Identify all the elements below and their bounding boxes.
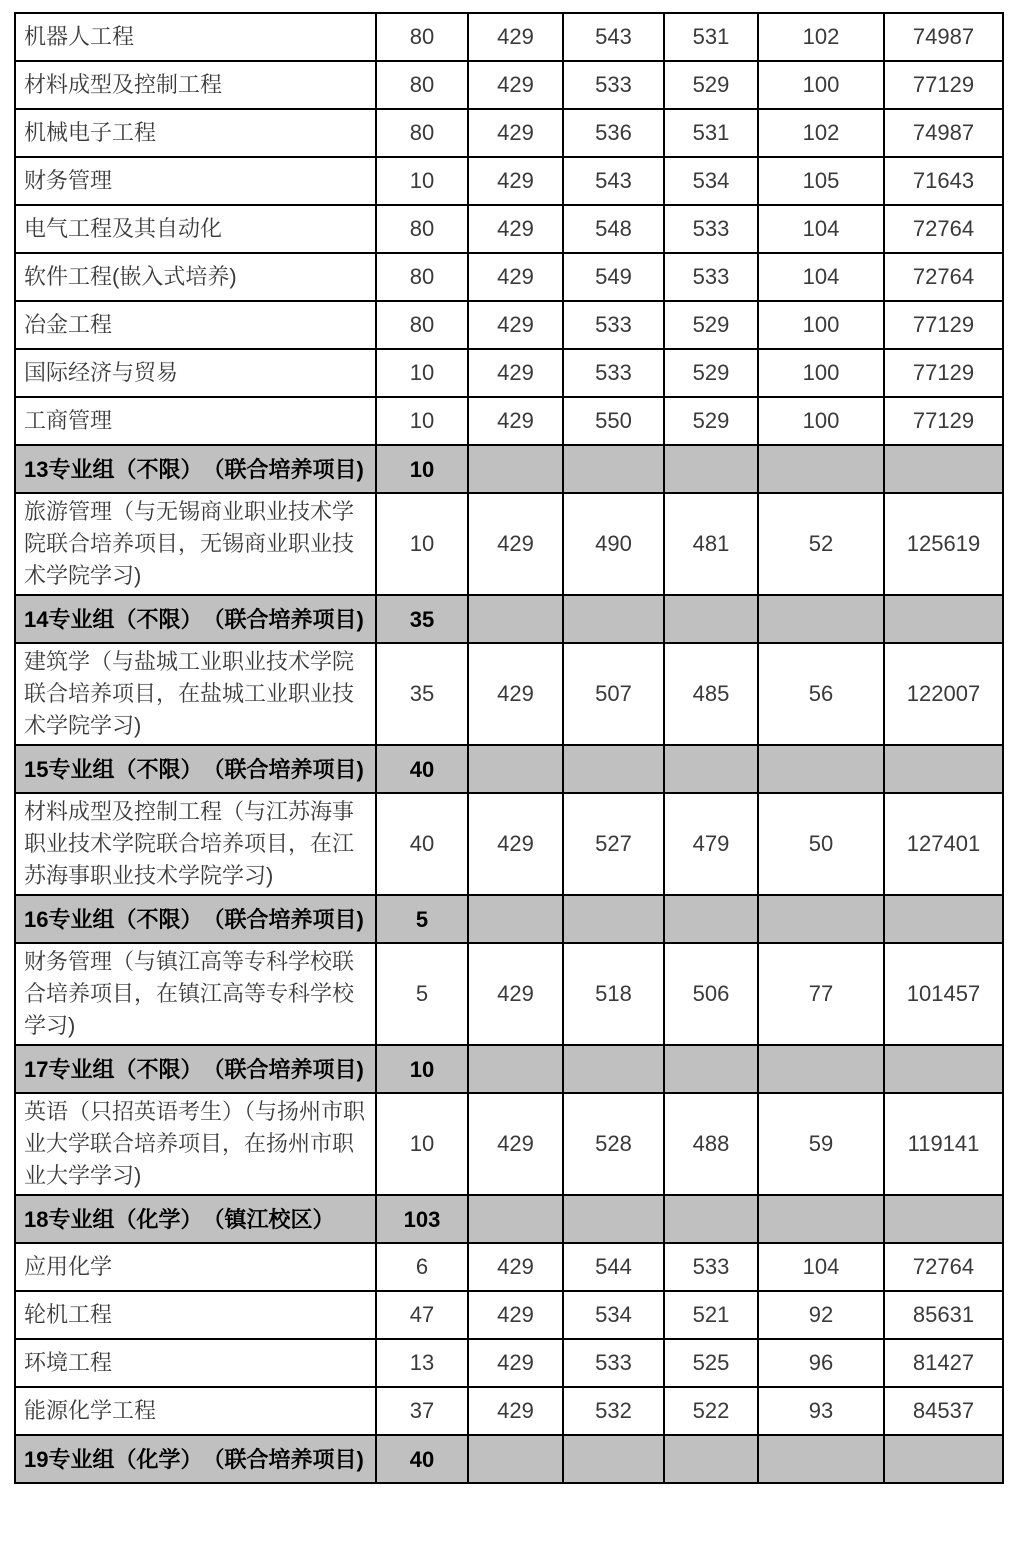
value-cell: 80 — [376, 301, 468, 349]
value-cell — [758, 895, 884, 943]
major-name-cell: 机械电子工程 — [15, 109, 376, 157]
value-cell: 5 — [376, 895, 468, 943]
value-cell: 549 — [563, 253, 664, 301]
group-header-row — [15, 595, 1003, 643]
value-cell: 429 — [468, 109, 563, 157]
group-header-row — [15, 1045, 1003, 1093]
major-name-cell: 软件工程(嵌入式培养) — [15, 253, 376, 301]
value-cell: 10 — [376, 493, 468, 595]
table-row — [15, 301, 1003, 349]
value-cell: 531 — [664, 13, 758, 61]
value-cell: 534 — [563, 1291, 664, 1339]
value-cell: 429 — [468, 643, 563, 745]
value-cell: 72764 — [884, 253, 1003, 301]
value-cell: 532 — [563, 1387, 664, 1435]
value-cell: 102 — [758, 13, 884, 61]
value-cell: 429 — [468, 13, 563, 61]
value-cell: 77129 — [884, 397, 1003, 445]
value-cell: 80 — [376, 61, 468, 109]
value-cell: 35 — [376, 595, 468, 643]
value-cell — [664, 1045, 758, 1093]
value-cell — [884, 745, 1003, 793]
value-cell: 10 — [376, 349, 468, 397]
table-row — [15, 157, 1003, 205]
value-cell: 481 — [664, 493, 758, 595]
table-row — [15, 643, 1003, 745]
value-cell: 531 — [664, 109, 758, 157]
value-cell — [468, 895, 563, 943]
major-name-cell: 机器人工程 — [15, 13, 376, 61]
value-cell: 533 — [664, 205, 758, 253]
value-cell: 544 — [563, 1243, 664, 1291]
value-cell — [884, 445, 1003, 493]
major-name-cell: 18专业组（化学） （镇江校区） — [15, 1195, 376, 1243]
value-cell: 127401 — [884, 793, 1003, 895]
score-table-body — [15, 13, 1003, 1483]
value-cell: 77 — [758, 943, 884, 1045]
major-name-cell: 能源化学工程 — [15, 1387, 376, 1435]
major-name-cell: 英语（只招英语考生）（与扬州市职业大学联合培养项目，在扬州市职业大学学习) — [15, 1093, 376, 1195]
table-row — [15, 253, 1003, 301]
value-cell: 10 — [376, 397, 468, 445]
table-row — [15, 61, 1003, 109]
value-cell — [563, 1435, 664, 1483]
table-row — [15, 397, 1003, 445]
group-header-row — [15, 1435, 1003, 1483]
value-cell: 125619 — [884, 493, 1003, 595]
value-cell: 84537 — [884, 1387, 1003, 1435]
value-cell: 10 — [376, 1093, 468, 1195]
value-cell — [884, 895, 1003, 943]
value-cell — [664, 895, 758, 943]
value-cell: 71643 — [884, 157, 1003, 205]
value-cell: 429 — [468, 157, 563, 205]
value-cell: 506 — [664, 943, 758, 1045]
group-header-row — [15, 1195, 1003, 1243]
value-cell: 429 — [468, 1291, 563, 1339]
value-cell: 429 — [468, 349, 563, 397]
value-cell: 429 — [468, 943, 563, 1045]
value-cell: 529 — [664, 349, 758, 397]
value-cell: 529 — [664, 301, 758, 349]
value-cell: 529 — [664, 61, 758, 109]
value-cell: 429 — [468, 205, 563, 253]
value-cell: 52 — [758, 493, 884, 595]
value-cell: 93 — [758, 1387, 884, 1435]
value-cell — [563, 895, 664, 943]
value-cell: 100 — [758, 301, 884, 349]
major-name-cell: 冶金工程 — [15, 301, 376, 349]
value-cell: 47 — [376, 1291, 468, 1339]
value-cell — [468, 1045, 563, 1093]
value-cell: 488 — [664, 1093, 758, 1195]
table-row — [15, 13, 1003, 61]
table-row — [15, 109, 1003, 157]
value-cell: 429 — [468, 793, 563, 895]
value-cell: 103 — [376, 1195, 468, 1243]
value-cell: 490 — [563, 493, 664, 595]
value-cell: 10 — [376, 1045, 468, 1093]
value-cell: 100 — [758, 61, 884, 109]
table-row — [15, 1339, 1003, 1387]
value-cell: 40 — [376, 793, 468, 895]
major-name-cell: 旅游管理（与无锡商业职业技术学院联合培养项目，无锡商业职业技术学院学习) — [15, 493, 376, 595]
value-cell: 92 — [758, 1291, 884, 1339]
table-row — [15, 1291, 1003, 1339]
value-cell: 105 — [758, 157, 884, 205]
value-cell — [758, 595, 884, 643]
value-cell: 550 — [563, 397, 664, 445]
value-cell: 10 — [376, 157, 468, 205]
value-cell: 77129 — [884, 301, 1003, 349]
table-row — [15, 793, 1003, 895]
value-cell: 429 — [468, 61, 563, 109]
value-cell: 522 — [664, 1387, 758, 1435]
value-cell: 80 — [376, 253, 468, 301]
value-cell — [758, 445, 884, 493]
value-cell: 533 — [664, 253, 758, 301]
value-cell: 100 — [758, 349, 884, 397]
value-cell — [468, 745, 563, 793]
table-row — [15, 1387, 1003, 1435]
table-row — [15, 493, 1003, 595]
value-cell: 429 — [468, 1339, 563, 1387]
value-cell: 536 — [563, 109, 664, 157]
value-cell: 37 — [376, 1387, 468, 1435]
value-cell — [664, 1195, 758, 1243]
value-cell: 533 — [664, 1243, 758, 1291]
major-name-cell: 17专业组（不限） （联合培养项目) — [15, 1045, 376, 1093]
group-header-row — [15, 445, 1003, 493]
value-cell: 104 — [758, 253, 884, 301]
value-cell — [758, 1045, 884, 1093]
value-cell: 533 — [563, 301, 664, 349]
value-cell — [468, 1435, 563, 1483]
value-cell: 74987 — [884, 109, 1003, 157]
value-cell — [884, 1195, 1003, 1243]
value-cell: 429 — [468, 1387, 563, 1435]
value-cell: 40 — [376, 745, 468, 793]
value-cell — [884, 1045, 1003, 1093]
value-cell: 100 — [758, 397, 884, 445]
value-cell — [884, 1435, 1003, 1483]
value-cell — [884, 595, 1003, 643]
major-name-cell: 国际经济与贸易 — [15, 349, 376, 397]
value-cell — [563, 1195, 664, 1243]
major-name-cell: 19专业组（化学） （联合培养项目) — [15, 1435, 376, 1483]
value-cell: 479 — [664, 793, 758, 895]
value-cell: 5 — [376, 943, 468, 1045]
major-name-cell: 电气工程及其自动化 — [15, 205, 376, 253]
major-name-cell: 财务管理 — [15, 157, 376, 205]
value-cell: 429 — [468, 493, 563, 595]
table-row — [15, 943, 1003, 1045]
value-cell: 518 — [563, 943, 664, 1045]
value-cell: 507 — [563, 643, 664, 745]
value-cell: 429 — [468, 1093, 563, 1195]
value-cell: 72764 — [884, 1243, 1003, 1291]
value-cell: 85631 — [884, 1291, 1003, 1339]
value-cell: 429 — [468, 301, 563, 349]
major-name-cell: 财务管理（与镇江高等专科学校联合培养项目，在镇江高等专科学校学习) — [15, 943, 376, 1045]
major-name-cell: 轮机工程 — [15, 1291, 376, 1339]
value-cell: 40 — [376, 1435, 468, 1483]
value-cell: 533 — [563, 61, 664, 109]
value-cell: 80 — [376, 13, 468, 61]
value-cell — [563, 595, 664, 643]
value-cell: 521 — [664, 1291, 758, 1339]
value-cell: 13 — [376, 1339, 468, 1387]
value-cell: 122007 — [884, 643, 1003, 745]
value-cell: 528 — [563, 1093, 664, 1195]
major-name-cell: 应用化学 — [15, 1243, 376, 1291]
table-row — [15, 205, 1003, 253]
value-cell: 35 — [376, 643, 468, 745]
table-row — [15, 1093, 1003, 1195]
major-name-cell: 建筑学（与盐城工业职业技术学院联合培养项目，在盐城工业职业技术学院学习) — [15, 643, 376, 745]
major-name-cell: 材料成型及控制工程 — [15, 61, 376, 109]
group-header-row — [15, 895, 1003, 943]
value-cell: 104 — [758, 205, 884, 253]
value-cell: 525 — [664, 1339, 758, 1387]
value-cell — [664, 1435, 758, 1483]
major-name-cell: 15专业组（不限） （联合培养项目) — [15, 745, 376, 793]
value-cell — [758, 745, 884, 793]
value-cell: 104 — [758, 1243, 884, 1291]
value-cell — [758, 1435, 884, 1483]
value-cell — [664, 595, 758, 643]
value-cell: 529 — [664, 397, 758, 445]
value-cell: 533 — [563, 349, 664, 397]
major-name-cell: 13专业组（不限） （联合培养项目) — [15, 445, 376, 493]
value-cell: 80 — [376, 205, 468, 253]
value-cell: 429 — [468, 397, 563, 445]
value-cell: 56 — [758, 643, 884, 745]
admission-score-table — [14, 12, 1004, 1484]
value-cell: 59 — [758, 1093, 884, 1195]
major-name-cell: 环境工程 — [15, 1339, 376, 1387]
major-name-cell: 16专业组（不限） （联合培养项目) — [15, 895, 376, 943]
table-row — [15, 349, 1003, 397]
value-cell — [664, 745, 758, 793]
value-cell: 429 — [468, 253, 563, 301]
value-cell: 101457 — [884, 943, 1003, 1045]
value-cell: 77129 — [884, 349, 1003, 397]
value-cell — [468, 1195, 563, 1243]
value-cell: 485 — [664, 643, 758, 745]
major-name-cell: 工商管理 — [15, 397, 376, 445]
major-name-cell: 14专业组（不限） （联合培养项目) — [15, 595, 376, 643]
value-cell: 81427 — [884, 1339, 1003, 1387]
value-cell: 534 — [664, 157, 758, 205]
major-name-cell: 材料成型及控制工程（与江苏海事职业技术学院联合培养项目，在江苏海事职业技术学院学习) — [15, 793, 376, 895]
value-cell — [468, 595, 563, 643]
value-cell — [563, 1045, 664, 1093]
value-cell: 533 — [563, 1339, 664, 1387]
value-cell — [563, 445, 664, 493]
value-cell: 10 — [376, 445, 468, 493]
value-cell: 119141 — [884, 1093, 1003, 1195]
value-cell: 548 — [563, 205, 664, 253]
group-header-row — [15, 745, 1003, 793]
value-cell: 74987 — [884, 13, 1003, 61]
value-cell: 77129 — [884, 61, 1003, 109]
value-cell: 429 — [468, 1243, 563, 1291]
value-cell: 6 — [376, 1243, 468, 1291]
value-cell: 96 — [758, 1339, 884, 1387]
value-cell: 80 — [376, 109, 468, 157]
value-cell — [664, 445, 758, 493]
value-cell: 102 — [758, 109, 884, 157]
value-cell — [563, 745, 664, 793]
value-cell: 527 — [563, 793, 664, 895]
value-cell: 543 — [563, 13, 664, 61]
value-cell: 543 — [563, 157, 664, 205]
value-cell: 72764 — [884, 205, 1003, 253]
table-row — [15, 1243, 1003, 1291]
value-cell: 50 — [758, 793, 884, 895]
value-cell — [758, 1195, 884, 1243]
value-cell — [468, 445, 563, 493]
